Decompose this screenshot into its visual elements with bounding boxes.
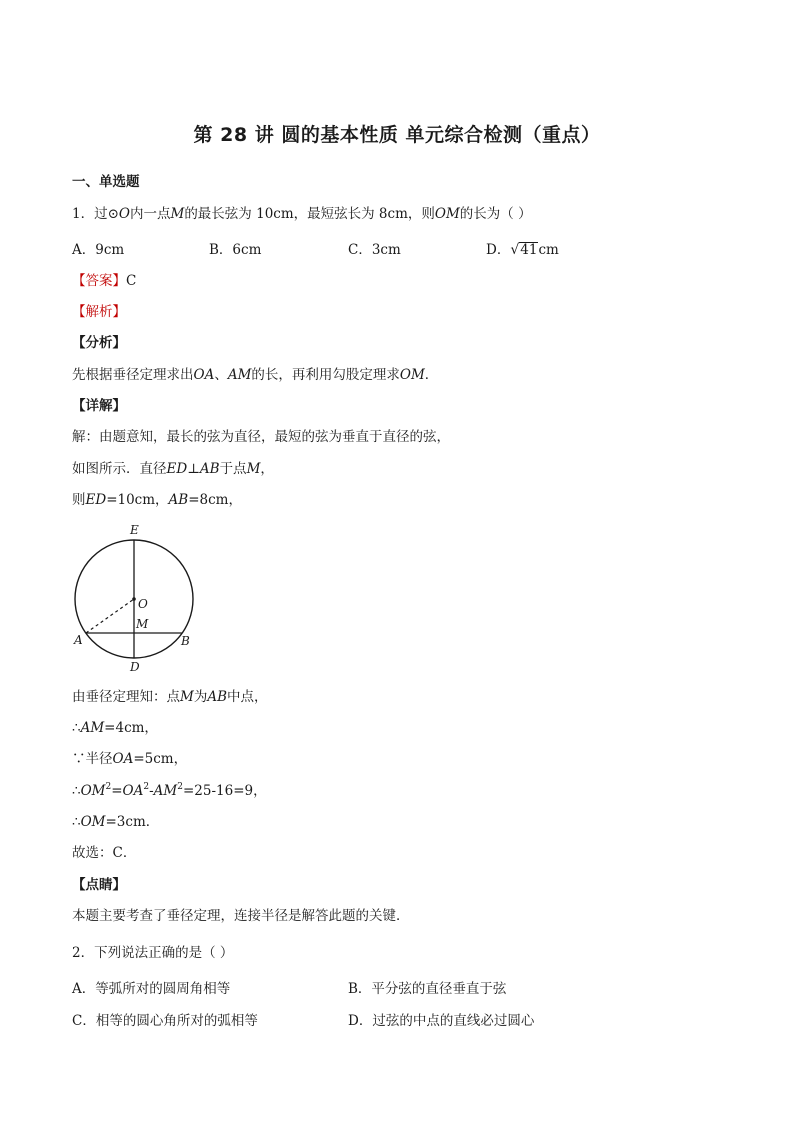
q2-option-c: C．相等的圆心角所对的弧相等	[72, 1013, 258, 1029]
sol5-t2: =4cm，	[104, 720, 158, 736]
sol7-sq1: 2	[105, 782, 112, 792]
sol4-t2: 为	[193, 689, 208, 705]
fenxi-t3: ．	[424, 367, 439, 383]
xiangjie-tag: 【详解】	[72, 398, 126, 414]
circle-figure	[64, 518, 204, 678]
answer-tag: 【答案】	[72, 273, 126, 289]
sol2-t2: 于点	[219, 461, 247, 477]
sol4-t3: 中点，	[227, 689, 268, 705]
q1-option-d	[486, 241, 559, 259]
label-e: E	[130, 523, 139, 537]
circle-symbol: ⊙	[107, 206, 119, 222]
q1-mid: 内一点	[129, 206, 171, 222]
sol3-ab: AB	[168, 492, 189, 508]
therefore-symbol: ∴	[72, 814, 81, 830]
q1-option-b: B．6cm	[209, 242, 262, 258]
dianjing-tag: 【点睛】	[72, 877, 126, 893]
radius-oa-dashed	[86, 599, 134, 633]
center-point	[132, 597, 136, 601]
sol2-t1: 如图所示．直径	[72, 461, 167, 477]
q1-o: O	[118, 206, 130, 222]
sol8-t2: =3cm．	[105, 814, 160, 830]
solution-line-6	[72, 750, 187, 768]
label-a: A	[74, 633, 83, 647]
solution-line-9: 故选：C．	[72, 845, 137, 861]
q1-option-d-prefix: D．	[486, 242, 511, 258]
fenxi-oa: OA	[193, 367, 215, 383]
q1-option-a: A．9cm	[72, 242, 125, 258]
analysis-tag: 【解析】	[72, 304, 126, 320]
sol2-t3: ，	[260, 461, 274, 477]
label-b: B	[181, 634, 190, 648]
solution-line-2	[72, 460, 274, 478]
q2-option-b: B．平分弦的直径垂直于弦	[348, 981, 507, 997]
sol7-eq: =	[111, 783, 123, 799]
q1-rest2: 的长为（ ）	[459, 206, 532, 222]
dianjing-text: 本题主要考查了垂径定理，连接半径是解答此题的关键．	[72, 908, 410, 924]
sol6-t1: ∵半径	[72, 751, 113, 767]
sol7-minus: -	[149, 783, 154, 799]
fenxi-t2: 的长，再利用勾股定理求	[251, 367, 400, 383]
sol7-om: OM	[80, 783, 106, 799]
label-m: M	[136, 617, 149, 631]
sol3-t1: 则	[72, 492, 86, 508]
sol7-sq2: 2	[143, 782, 150, 792]
sqrt-sign: √	[510, 242, 520, 258]
question-1-stem	[72, 205, 532, 223]
fenxi-t1: 先根据垂径定理求出	[72, 367, 194, 383]
label-o: O	[138, 597, 148, 611]
therefore-symbol: ∴	[72, 783, 81, 799]
q1-rest1: 的最长弦为 10cm，最短弦长为 8cm，则	[184, 206, 435, 222]
sol3-t2: =10cm，	[106, 492, 169, 508]
sol4-m: M	[180, 689, 194, 705]
fenxi-tag: 【分析】	[72, 335, 126, 351]
answer-line	[72, 272, 136, 290]
page-title: 第 28 讲 圆的基本性质 单元综合检测（重点）	[193, 124, 601, 146]
sol5-am: AM	[80, 720, 105, 736]
sol7-am: AM	[153, 783, 178, 799]
sol2-ab: AB	[199, 461, 220, 477]
perpendicular-symbol: ⊥	[187, 461, 200, 477]
sol2-m: M	[246, 461, 261, 477]
sol4-ab: AB	[207, 689, 227, 705]
section-heading: 一、单选题	[72, 174, 140, 190]
fenxi-om: OM	[399, 367, 425, 383]
sol2-ed: ED	[166, 461, 188, 477]
fenxi-am: AM	[227, 367, 252, 383]
sol6-oa: OA	[112, 751, 134, 767]
q1-m: M	[170, 206, 185, 222]
sol8-om: OM	[80, 814, 106, 830]
q2-option-a: A．等弧所对的圆周角相等	[72, 981, 231, 997]
sol4-t1: 由垂径定理知：点	[72, 689, 180, 705]
fenxi-text	[72, 366, 438, 384]
solution-line-5	[72, 719, 158, 737]
therefore-symbol: ∴	[72, 720, 81, 736]
solution-line-8	[72, 813, 159, 831]
fenxi-sep: 、	[214, 367, 228, 383]
label-d: D	[130, 660, 140, 674]
sol3-ed: ED	[85, 492, 107, 508]
solution-line-3	[72, 491, 242, 509]
sol7-oa: OA	[122, 783, 144, 799]
q1-option-d-radicand: 41	[520, 242, 538, 258]
q1-om: OM	[434, 206, 460, 222]
question-2-stem: 2．下列说法正确的是（ ）	[72, 945, 234, 961]
sol7-sq3: 2	[177, 782, 183, 792]
solution-line-7	[72, 782, 267, 800]
answer-value: C	[126, 273, 137, 289]
solution-line-1: 解：由题意知，最长的弦为直径，最短的弦为垂直于直径的弦，	[72, 429, 450, 445]
solution-line-4	[72, 688, 268, 706]
q1-num: 1．过	[72, 206, 108, 222]
q2-option-d: D．过弦的中点的直线必过圆心	[348, 1013, 535, 1029]
sol3-t3: =8cm，	[188, 492, 242, 508]
sol7-t2: =25-16=9，	[182, 783, 267, 799]
sol6-t2: =5cm，	[133, 751, 188, 767]
q1-option-d-unit: cm	[538, 242, 559, 258]
q1-option-c: C．3cm	[348, 242, 401, 258]
